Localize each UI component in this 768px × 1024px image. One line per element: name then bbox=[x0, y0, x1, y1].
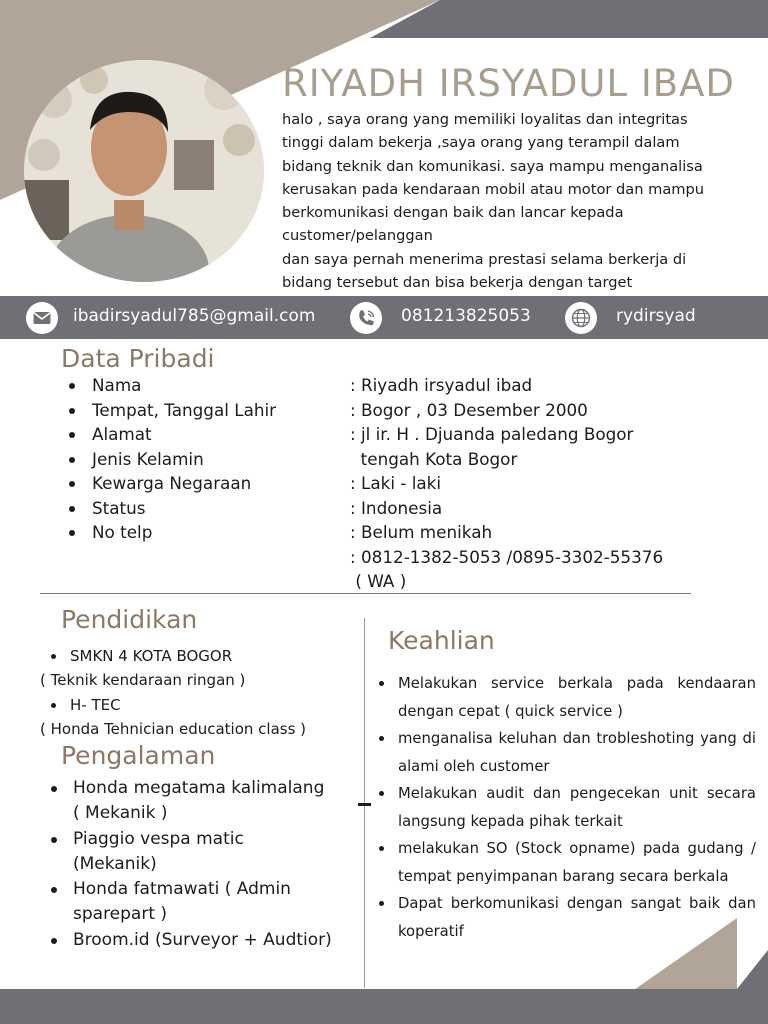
personal-value: : jl ir. H . Djuanda paledang Bogor bbox=[350, 424, 634, 444]
bullet-icon bbox=[69, 383, 75, 389]
education-note: ( Teknik kendaraan ringan ) bbox=[40, 671, 246, 689]
skill-line: melakukan SO (Stock opname) pada gudang / bbox=[398, 840, 756, 857]
experience-line: Honda fatmawati ( Admin bbox=[73, 879, 291, 900]
phone-icon bbox=[349, 301, 383, 335]
intro-line: tinggi dalam bekerja ,saya orang yang terampil dalam bbox=[282, 134, 680, 152]
bullet-icon bbox=[69, 530, 75, 536]
personal-value: : 0812-1382-5053 /0895-3302-55376 bbox=[350, 546, 664, 567]
section-title-education: Pendidikan bbox=[61, 605, 198, 634]
experience-line: ( Mekanik ) bbox=[73, 803, 168, 824]
globe-icon bbox=[564, 301, 598, 335]
personal-data-values bbox=[350, 373, 663, 594]
intro-line: customer/pelanggan bbox=[282, 227, 433, 245]
list-item bbox=[376, 780, 756, 835]
skill-line: menganalisa keluhan dan trobleshoting yang di bbox=[398, 730, 756, 747]
personal-value: : Bogor , 03 Desember 2000 bbox=[350, 399, 588, 420]
bullet-icon bbox=[379, 791, 384, 796]
website-text[interactable]: rydirsyad bbox=[616, 306, 696, 326]
personal-value: : Indonesia bbox=[350, 497, 443, 518]
profile-photo bbox=[24, 60, 264, 282]
personal-label: No telp bbox=[92, 522, 153, 542]
personal-value: : Belum menikah bbox=[350, 522, 493, 542]
divider-mark bbox=[358, 803, 371, 806]
section-title-experience: Pengalaman bbox=[61, 741, 216, 770]
footer-background-shapes bbox=[0, 900, 768, 1024]
bullet-icon bbox=[379, 846, 384, 851]
education-school: SMKN 4 KOTA BOGOR bbox=[70, 647, 233, 665]
experience-line: Honda megatama kalimalang bbox=[73, 778, 325, 798]
intro-line: dan saya pernah menerima prestasi selama berkerja di bbox=[282, 250, 687, 268]
skill-line: Melakukan service berkala pada kendaaran bbox=[398, 675, 756, 692]
personal-value: : Laki - laki bbox=[350, 473, 442, 493]
intro-line: halo , saya orang yang memiliki loyalitas dan integritas bbox=[282, 111, 688, 128]
bullet-icon bbox=[51, 654, 56, 659]
section-title-skills: Keahlian bbox=[388, 626, 495, 655]
intro-line: bidang teknik dan komunikasi. saya mampu menganalisa bbox=[282, 157, 703, 175]
contact-bar bbox=[0, 296, 768, 339]
skill-line: Melakukan audit dan pengecekan unit secara bbox=[398, 785, 756, 802]
mail-icon bbox=[25, 301, 59, 335]
bullet-icon bbox=[379, 736, 384, 741]
list-item bbox=[376, 835, 756, 890]
list-item bbox=[376, 725, 756, 780]
experience-line: sparepart ) bbox=[73, 904, 168, 925]
experience-line: (Mekanik) bbox=[73, 853, 157, 874]
intro-line: kerusakan pada kendaraan mobil atau motor dan mampu bbox=[282, 180, 704, 198]
list-item bbox=[376, 670, 756, 725]
bullet-icon bbox=[51, 837, 57, 843]
email-text[interactable]: ibadirsyadul785@gmail.com bbox=[73, 306, 316, 326]
skill-line: dengan cepat ( quick service ) bbox=[398, 702, 623, 720]
bullet-icon bbox=[51, 786, 57, 792]
bullet-icon bbox=[69, 408, 75, 414]
experience-line: Piaggio vespa matic bbox=[73, 828, 244, 849]
intro-line: berkomunikasi dengan baik dan lancar kepada bbox=[282, 204, 624, 222]
skill-line: langsung kepada pihak terkait bbox=[398, 812, 623, 830]
bullet-icon bbox=[51, 703, 56, 708]
personal-label: Nama bbox=[92, 375, 142, 395]
personal-label: Kewarga Negaraan bbox=[92, 473, 252, 493]
bullet-icon bbox=[69, 481, 75, 487]
section-title-personal: Data Pribadi bbox=[61, 344, 215, 373]
intro-paragraph bbox=[282, 108, 752, 294]
personal-label: Alamat bbox=[92, 424, 152, 444]
education-note: ( Honda Tehnician education class ) bbox=[40, 720, 307, 738]
experience-line: Broom.id (Surveyor + Audtior) bbox=[73, 929, 332, 950]
bullet-icon bbox=[379, 681, 384, 686]
skill-line: tempat penyimpanan barang secara berkala bbox=[398, 867, 729, 885]
bullet-icon bbox=[69, 506, 75, 512]
intro-line: bidang tersebut dan bisa bekerja dengan target bbox=[282, 274, 633, 292]
list-item bbox=[48, 776, 332, 827]
bullet-icon bbox=[69, 432, 75, 438]
full-name: RIYADH IRSYADUL IBAD bbox=[282, 62, 735, 105]
skill-line: Dapat berkomunikasi dengan sangat baik dan bbox=[398, 895, 756, 912]
education-school: H- TEC bbox=[70, 696, 121, 714]
personal-value: ( WA ) bbox=[350, 571, 407, 591]
bullet-icon bbox=[69, 457, 75, 463]
personal-label: Jenis Kelamin bbox=[92, 448, 204, 469]
personal-value: tengah Kota Bogor bbox=[350, 448, 518, 469]
phone-text[interactable]: 081213825053 bbox=[401, 306, 531, 326]
personal-label: Status bbox=[92, 497, 146, 518]
personal-label: Tempat, Tanggal Lahir bbox=[92, 399, 277, 420]
personal-value: : Riyadh irsyadul ibad bbox=[350, 375, 533, 395]
divider-horizontal bbox=[40, 593, 691, 594]
skill-line: alami oleh customer bbox=[398, 757, 550, 775]
list-item bbox=[48, 827, 332, 878]
bullet-icon bbox=[51, 887, 57, 893]
skill-line: koperatif bbox=[398, 922, 464, 940]
